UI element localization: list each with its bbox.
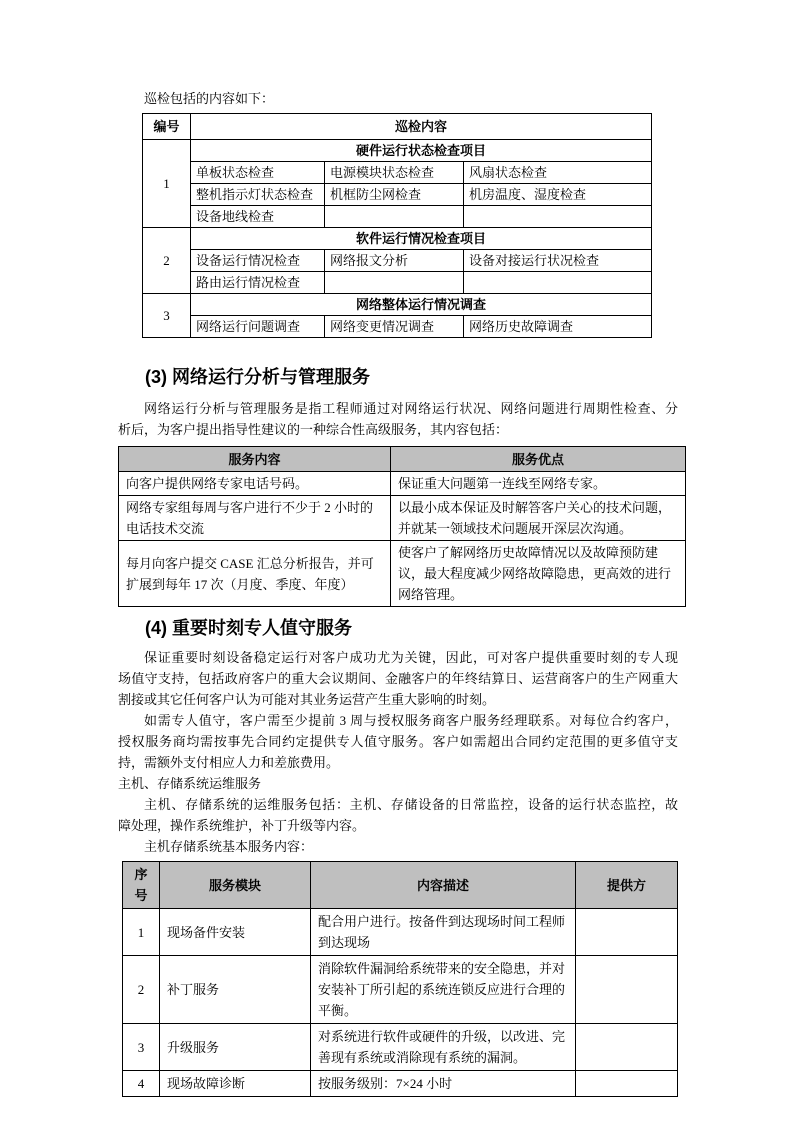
group-title-cell: 网络整体运行情况调查	[191, 294, 652, 316]
section-4-heading: (4) 重要时刻专人值守服务	[145, 618, 352, 638]
provider-cell	[576, 956, 678, 1024]
paragraph-line: 保证重要时刻设备稳定运行对客户成功尤为关键，因此，可对客户提供重要时刻的专人现	[144, 650, 678, 665]
table-row	[143, 206, 652, 228]
inspection-item-cell: 路由运行情况检查	[191, 272, 325, 294]
module-cell: 现场备件安装	[160, 909, 311, 956]
host-table-header-row	[123, 862, 678, 909]
header-cell-seq: 序号	[123, 862, 160, 909]
table-row	[143, 272, 652, 294]
service-content-cell: 每月向客户提交 CASE 汇总分析报告，并可扩展到每年 17 次（月度、季度、年度）	[119, 541, 391, 607]
module-cell: 现场故障诊断	[160, 1071, 311, 1097]
service-table	[118, 446, 686, 607]
description-cell: 按服务级别：7×24 小时	[311, 1071, 576, 1097]
paragraph-line: 析后，为客户提出指导性建议的一种综合性高级服务，其内容包括：	[118, 422, 509, 437]
description-cell: 配合用户进行。按备件到达现场时间工程师到达现场	[311, 909, 576, 956]
table-row	[143, 294, 652, 316]
table-row	[143, 184, 652, 206]
inspection-item-cell: 网络报文分析	[325, 250, 464, 272]
table-row	[143, 162, 652, 184]
seq-cell: 1	[123, 909, 160, 956]
group-title-cell: 软件运行情况检查项目	[191, 228, 652, 250]
table-row	[143, 316, 652, 338]
paragraph-line: 主机、存储系统的运维服务包括：主机、存储设备的日常监控，设备的运行状态监控，故	[144, 797, 678, 812]
seq-cell: 2	[123, 956, 160, 1024]
inspection-item-cell: 设备运行情况检查	[191, 250, 325, 272]
header-cell-content: 巡检内容	[191, 114, 652, 140]
host-section-title: 主机、存储系统运维服务	[118, 776, 262, 791]
inspection-item-cell	[464, 206, 652, 228]
inspection-item-cell: 设备对接运行状况检查	[464, 250, 652, 272]
header-cell-number: 编号	[143, 114, 191, 140]
inspection-item-cell: 网络历史故障调查	[464, 316, 652, 338]
provider-cell	[576, 1024, 678, 1071]
seq-cell: 3	[123, 1024, 160, 1071]
inspection-item-cell	[325, 206, 464, 228]
table-row	[123, 909, 678, 956]
provider-cell	[576, 1071, 678, 1097]
header-cell-service-advantage: 服务优点	[391, 447, 686, 472]
table-row	[123, 956, 678, 1024]
row-number-cell: 2	[143, 228, 191, 294]
inspection-item-cell: 网络运行问题调查	[191, 316, 325, 338]
paragraph-line: 如需专人值守，客户需至少提前 3 周与授权服务商客户服务经理联系。对每位合约客户，	[144, 713, 678, 728]
table-row	[119, 472, 686, 496]
inspection-item-cell: 整机指示灯状态检查	[191, 184, 325, 206]
module-cell: 升级服务	[160, 1024, 311, 1071]
inspection-item-cell: 电源模块状态检查	[325, 162, 464, 184]
provider-cell	[576, 909, 678, 956]
header-cell-description: 内容描述	[311, 862, 576, 909]
description-cell: 对系统进行软件或硬件的升级，以改进、完善现有系统或消除现有系统的漏洞。	[311, 1024, 576, 1071]
header-cell-service-content: 服务内容	[119, 447, 391, 472]
service-table-header-row	[119, 447, 686, 472]
table-row	[123, 1024, 678, 1071]
service-advantage-cell: 保证重大问题第一连线至网络专家。	[391, 472, 686, 496]
row-number-cell: 1	[143, 140, 191, 228]
header-cell-module: 服务模块	[160, 862, 311, 909]
inspection-item-cell: 单板状态检查	[191, 162, 325, 184]
service-content-cell: 网络专家组每周与客户进行不少于 2 小时的电话技术交流	[119, 496, 391, 541]
header-cell-provider: 提供方	[576, 862, 678, 909]
inspection-item-cell: 机框防尘网检查	[325, 184, 464, 206]
paragraph-line: 授权服务商均需按事先合同约定提供专人值守服务。客户如需超出合同约定范围的更多值守支	[118, 734, 678, 749]
paragraph-line: 网络运行分析与管理服务是指工程师通过对网络运行状况、网络问题进行周期性检查、分	[144, 401, 678, 416]
table-row	[143, 250, 652, 272]
paragraph-line: 障处理，操作系统维护，补丁升级等内容。	[118, 818, 366, 833]
inspection-item-cell: 设备地线检查	[191, 206, 325, 228]
table-row	[143, 228, 652, 250]
module-cell: 补丁服务	[160, 956, 311, 1024]
inspection-table-header-row	[143, 114, 652, 140]
seq-cell: 4	[123, 1071, 160, 1097]
inspection-table	[142, 113, 652, 338]
host-basic-services-label: 主机存储系统基本服务内容：	[144, 839, 314, 854]
inspection-item-cell: 风扇状态检查	[464, 162, 652, 184]
table-row	[119, 541, 686, 607]
inspection-item-cell: 网络变更情况调查	[325, 316, 464, 338]
inspection-item-cell: 机房温度、湿度检查	[464, 184, 652, 206]
service-content-cell: 向客户提供网络专家电话号码。	[119, 472, 391, 496]
service-advantage-cell: 使客户了解网络历史故障情况以及故障预防建议，最大程度减少网络故障隐患，更高效的进行网络管理。	[391, 541, 686, 607]
service-advantage-cell: 以最小成本保证及时解答客户关心的技术问题，并就某一领域技术问题展开深层次沟通。	[391, 496, 686, 541]
paragraph-line: 割接或其它任何客户认为可能对其业务运营产生重大影响的时刻。	[118, 692, 496, 707]
inspection-item-cell	[464, 272, 652, 294]
group-title-cell: 硬件运行状态检查项目	[191, 140, 652, 162]
description-cell: 消除软件漏洞给系统带来的安全隐患，并对安装补丁所引起的系统连锁反应进行合理的平衡。	[311, 956, 576, 1024]
paragraph-line: 场值守支持，包括政府客户的重大会议期间、金融客户的年终结算日、运营商客户的生产网重大	[118, 671, 678, 686]
table-row	[123, 1071, 678, 1097]
table-row	[119, 496, 686, 541]
inspection-item-cell	[325, 272, 464, 294]
table-row	[143, 140, 652, 162]
host-service-table	[122, 861, 678, 1097]
row-number-cell: 3	[143, 294, 191, 338]
paragraph-line: 持，需额外支付相应人力和差旅费用。	[118, 755, 340, 770]
intro-line: 巡检包括的内容如下：	[144, 91, 275, 106]
section-3-heading: (3) 网络运行分析与管理服务	[145, 367, 370, 387]
